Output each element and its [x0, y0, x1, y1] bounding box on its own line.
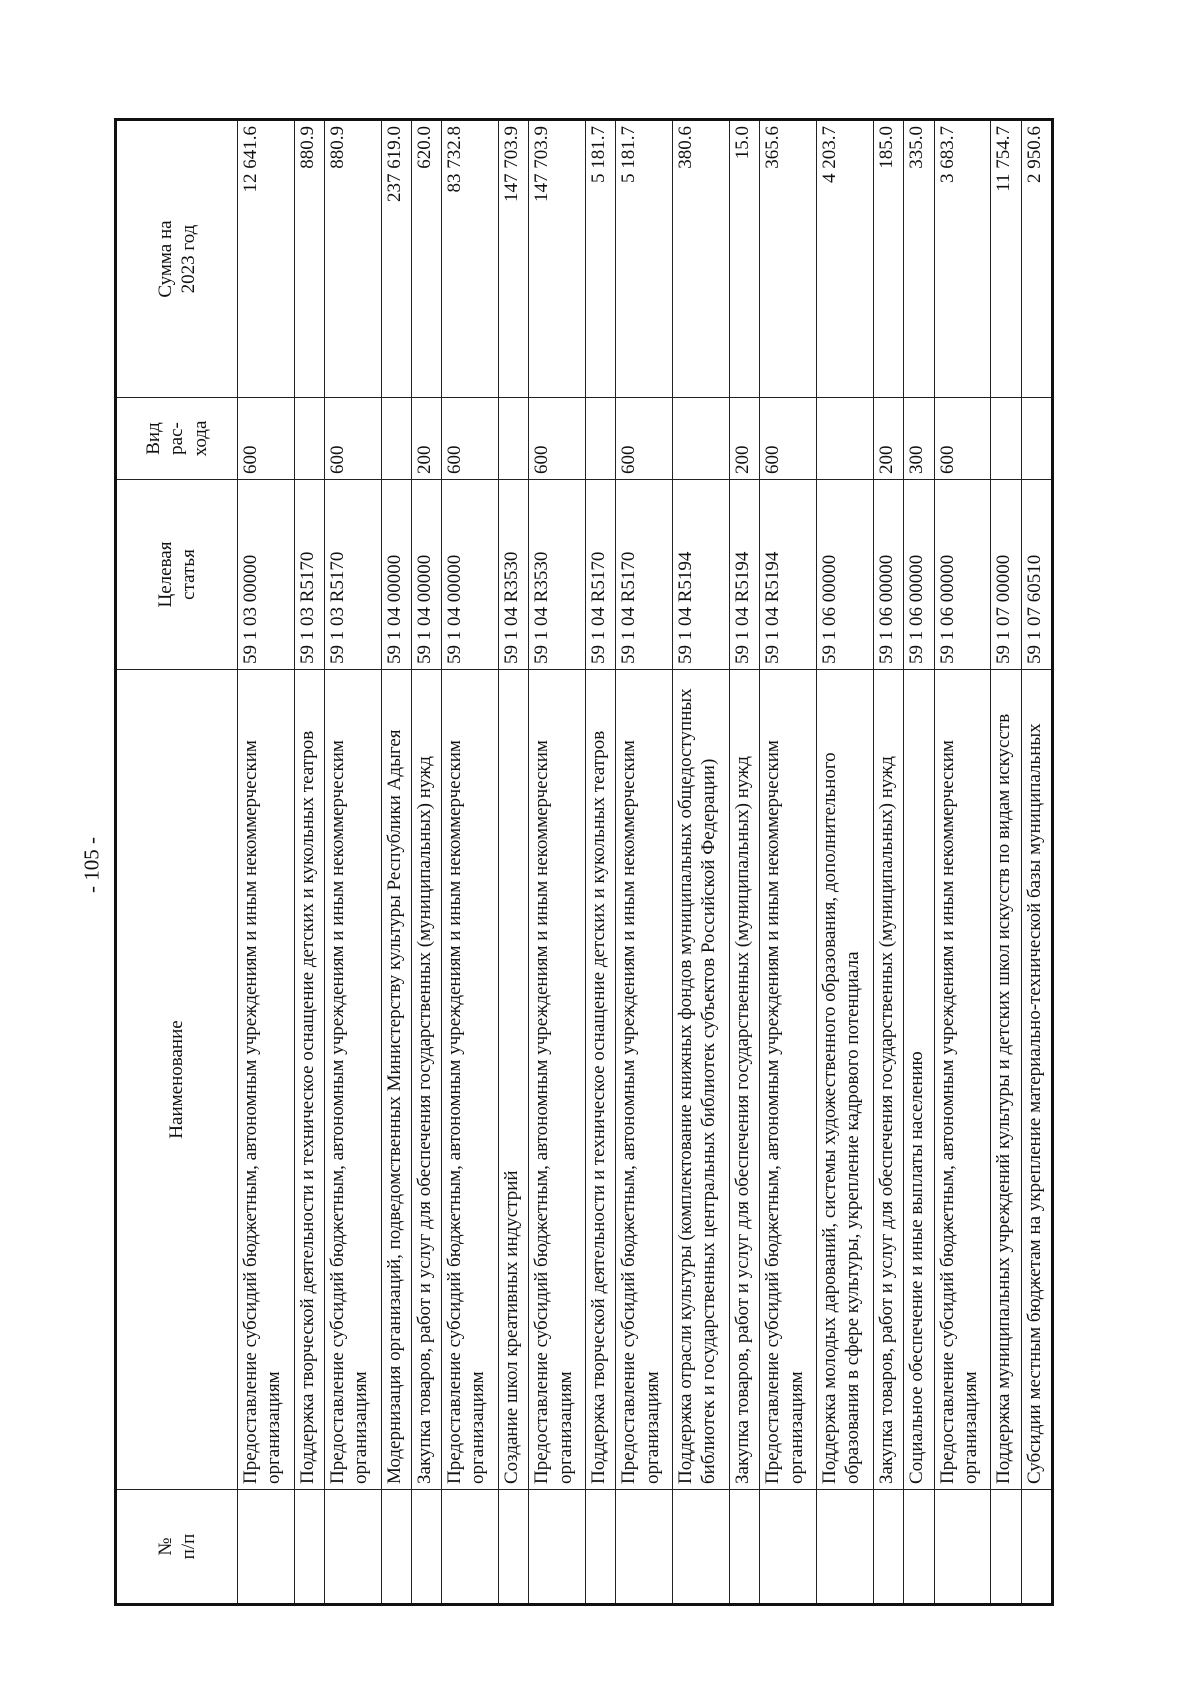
cell-amount: 2 950.6 [1021, 120, 1052, 398]
header-type: Вид рас- хода [116, 398, 238, 480]
cell-no [934, 1490, 991, 1605]
cell-name: Предоставление субсидий бюджетным, автономным учреждениям и иным некоммерческим организациям [760, 670, 817, 1490]
cell-no [238, 1490, 295, 1605]
cell-no [529, 1490, 586, 1605]
table-row [817, 120, 874, 1605]
cell-type [817, 398, 874, 480]
cell-code: 59 1 04 R5194 [760, 480, 817, 670]
cell-code: 59 1 04 00000 [381, 480, 411, 670]
cell-code: 59 1 03 R5170 [294, 480, 324, 670]
cell-amount: 3 683.7 [934, 120, 991, 398]
cell-amount: 880.9 [294, 120, 324, 398]
cell-type: 200 [874, 398, 904, 480]
header-no: № п/п [116, 1490, 238, 1605]
page-number: - 105 - [79, 837, 104, 893]
table-row [760, 120, 817, 1605]
table-row [1021, 120, 1052, 1605]
cell-name: Предоставление субсидий бюджетным, автономным учреждениям и иным некоммерческим организациям [529, 670, 586, 1490]
table-row [294, 120, 324, 1605]
table-row [238, 120, 295, 1605]
cell-amount: 5 181.7 [616, 120, 673, 398]
cell-name: Модернизация организаций, подведомственных Министерству культуры Республики Адыгея [381, 670, 411, 1490]
table-header [116, 120, 238, 1605]
cell-type [294, 398, 324, 480]
cell-amount: 365.6 [760, 120, 817, 398]
cell-code: 59 1 06 00000 [904, 480, 934, 670]
cell-type: 600 [760, 398, 817, 480]
table-row [325, 120, 382, 1605]
cell-amount: 147 703.9 [499, 120, 529, 398]
cell-amount: 147 703.9 [529, 120, 586, 398]
table-row [529, 120, 586, 1605]
cell-name: Поддержка молодых дарований, системы художественного образования, дополнительного образования в сфере культуры, укрепление кадрового потенциала [817, 670, 874, 1490]
cell-type [991, 398, 1021, 480]
table-row [586, 120, 616, 1605]
cell-type [381, 398, 411, 480]
cell-no [499, 1490, 529, 1605]
table-row [991, 120, 1021, 1605]
cell-no [730, 1490, 760, 1605]
cell-name: Закупка товаров, работ и услуг для обеспечения государственных (муниципальных) нужд [874, 670, 904, 1490]
cell-no [991, 1490, 1021, 1605]
cell-name: Предоставление субсидий бюджетным, автономным учреждениям и иным некоммерческим организациям [934, 670, 991, 1490]
table-body [238, 120, 1053, 1605]
cell-name: Предоставление субсидий бюджетным, автономным учреждениям и иным некоммерческим организациям [238, 670, 295, 1490]
cell-name: Предоставление субсидий бюджетным, автономным учреждениям и иным некоммерческим организациям [616, 670, 673, 1490]
table-row [934, 120, 991, 1605]
cell-code: 59 1 04 R5170 [616, 480, 673, 670]
cell-amount: 335.0 [904, 120, 934, 398]
cell-amount: 380.6 [673, 120, 730, 398]
cell-no [874, 1490, 904, 1605]
cell-no [325, 1490, 382, 1605]
header-row [116, 120, 238, 1605]
cell-type [673, 398, 730, 480]
table-row [730, 120, 760, 1605]
table-row [381, 120, 411, 1605]
cell-code: 59 1 06 00000 [817, 480, 874, 670]
cell-type: 600 [442, 398, 499, 480]
cell-name: Закупка товаров, работ и услуг для обеспечения государственных (муниципальных) нужд [730, 670, 760, 1490]
cell-name: Субсидии местным бюджетам на укрепление материально-технической базы муниципальных [1021, 670, 1052, 1490]
cell-amount: 5 181.7 [586, 120, 616, 398]
cell-name: Социальное обеспечение и иные выплаты населению [904, 670, 934, 1490]
table-row [673, 120, 730, 1605]
cell-no [904, 1490, 934, 1605]
budget-table [114, 118, 1054, 1606]
cell-no [760, 1490, 817, 1605]
cell-code: 59 1 03 00000 [238, 480, 295, 670]
cell-code: 59 1 07 00000 [991, 480, 1021, 670]
cell-type: 600 [325, 398, 382, 480]
cell-no [412, 1490, 442, 1605]
cell-name: Предоставление субсидий бюджетным, автономным учреждениям и иным некоммерческим организациям [325, 670, 382, 1490]
cell-code: 59 1 06 00000 [874, 480, 904, 670]
cell-code: 59 1 04 R3530 [499, 480, 529, 670]
cell-no [586, 1490, 616, 1605]
cell-type: 300 [904, 398, 934, 480]
cell-code: 59 1 04 R5170 [586, 480, 616, 670]
cell-name: Поддержка творческой деятельности и техническое оснащение детских и кукольных театров [294, 670, 324, 1490]
cell-type [499, 398, 529, 480]
cell-amount: 880.9 [325, 120, 382, 398]
table-stage [114, 121, 1054, 1606]
rotated-table-container [114, 121, 1054, 1606]
cell-type [586, 398, 616, 480]
cell-type: 600 [934, 398, 991, 480]
cell-name: Поддержка творческой деятельности и техническое оснащение детских и кукольных театров [586, 670, 616, 1490]
cell-no [817, 1490, 874, 1605]
cell-amount: 237 619.0 [381, 120, 411, 398]
cell-no [381, 1490, 411, 1605]
cell-code: 59 1 04 R3530 [529, 480, 586, 670]
cell-code: 59 1 03 R5170 [325, 480, 382, 670]
cell-amount: 4 203.7 [817, 120, 874, 398]
cell-amount: 15.0 [730, 120, 760, 398]
table-row [874, 120, 904, 1605]
cell-no [1021, 1490, 1052, 1605]
table-row [442, 120, 499, 1605]
header-code: Целевая статья [116, 480, 238, 670]
cell-amount: 620.0 [412, 120, 442, 398]
cell-type: 600 [238, 398, 295, 480]
cell-type [1021, 398, 1052, 480]
cell-code: 59 1 04 00000 [442, 480, 499, 670]
cell-amount: 12 641.6 [238, 120, 295, 398]
header-name: Наименование [116, 670, 238, 1490]
table-row [499, 120, 529, 1605]
cell-code: 59 1 07 60510 [1021, 480, 1052, 670]
table-row [412, 120, 442, 1605]
cell-type: 600 [529, 398, 586, 480]
table-row [904, 120, 934, 1605]
cell-name: Создание школ креативных индустрий [499, 670, 529, 1490]
cell-type: 600 [616, 398, 673, 480]
cell-name: Закупка товаров, работ и услуг для обеспечения государственных (муниципальных) нужд [412, 670, 442, 1490]
cell-code: 59 1 06 00000 [934, 480, 991, 670]
cell-type: 200 [412, 398, 442, 480]
cell-name: Поддержка отрасли культуры (комплектование книжных фондов муниципальных общедоступных библиотек и государственных центральных библиотек субъектов Российской Федерации) [673, 670, 730, 1490]
cell-amount: 11 754.7 [991, 120, 1021, 398]
cell-no [673, 1490, 730, 1605]
cell-amount: 185.0 [874, 120, 904, 398]
cell-name: Поддержка муниципальных учреждений культуры и детских школ искусств по видам искусств [991, 670, 1021, 1490]
cell-name: Предоставление субсидий бюджетным, автономным учреждениям и иным некоммерческим организациям [442, 670, 499, 1490]
table-row [616, 120, 673, 1605]
cell-code: 59 1 04 R5194 [673, 480, 730, 670]
cell-amount: 83 732.8 [442, 120, 499, 398]
cell-no [294, 1490, 324, 1605]
header-amount: Сумма на 2023 год [116, 120, 238, 398]
cell-no [616, 1490, 673, 1605]
cell-type: 200 [730, 398, 760, 480]
cell-no [442, 1490, 499, 1605]
cell-code: 59 1 04 00000 [412, 480, 442, 670]
cell-code: 59 1 04 R5194 [730, 480, 760, 670]
